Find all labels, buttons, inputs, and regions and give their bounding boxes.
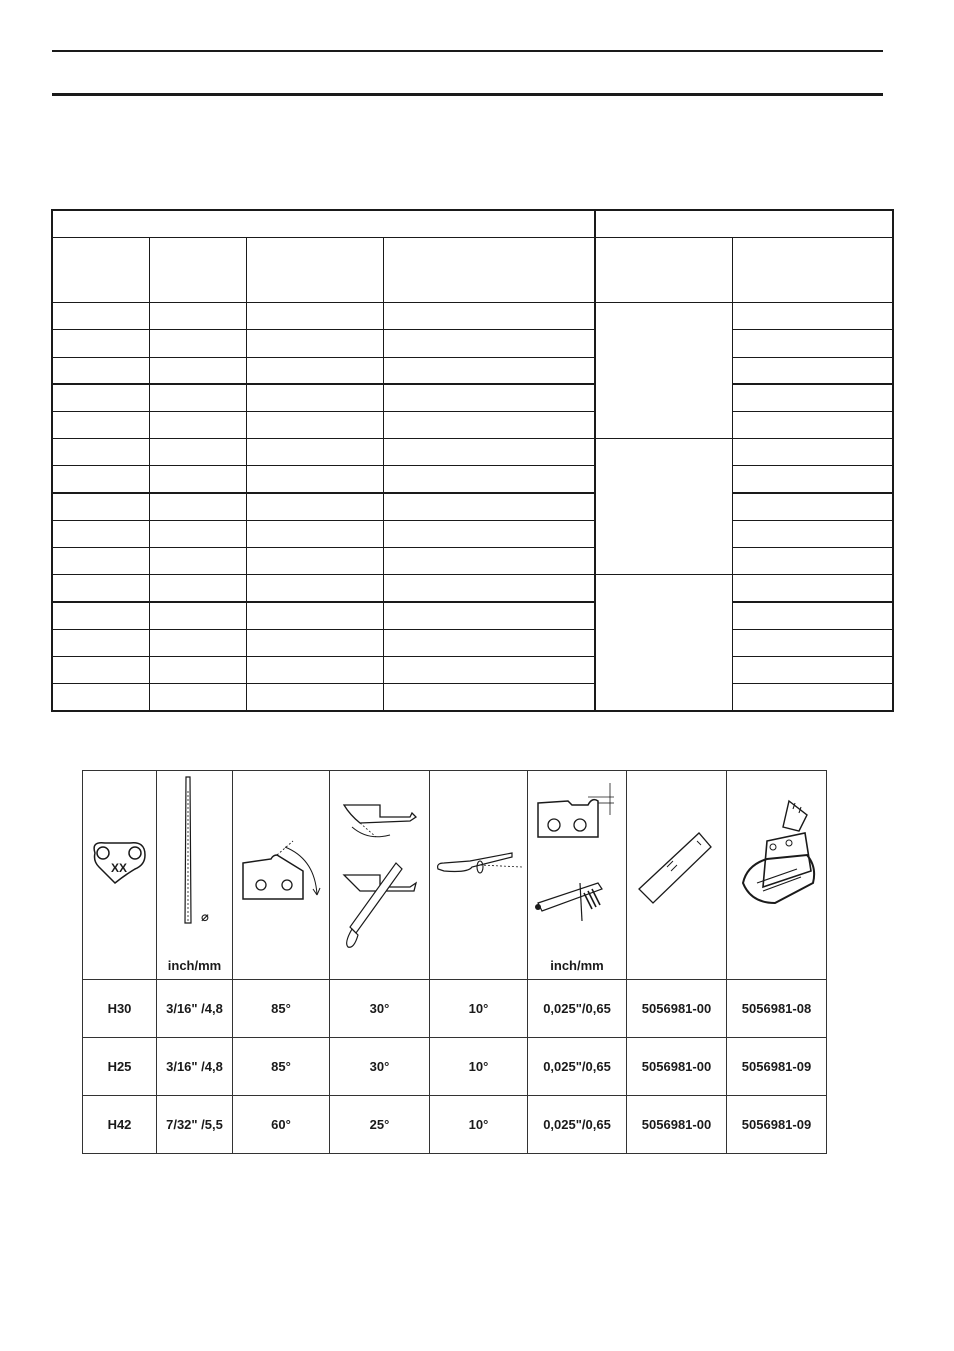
spec-column-header-row [52, 237, 893, 303]
table-row [52, 384, 893, 411]
chain-link-xx-icon [83, 771, 157, 980]
header-rule-bottom [52, 93, 883, 96]
tilt-angle-cell: 10° [430, 980, 528, 1038]
file-unit-label: inch/mm [167, 958, 222, 973]
file-guide-icon [727, 771, 827, 980]
file-guide-part-cell: 5056981-09 [727, 1096, 827, 1154]
depth-gauge-cell: 0,025"/0,65 [528, 980, 627, 1038]
round-file-icon [157, 771, 233, 980]
table-row [52, 575, 893, 602]
depth-unit-label: inch/mm [550, 958, 604, 973]
table-row [52, 548, 893, 575]
file-guide-part-cell: 5056981-08 [727, 980, 827, 1038]
top-plate-angle-cell: 85° [233, 980, 330, 1038]
table-row [52, 602, 893, 629]
spec-merged-cell-2 [595, 439, 732, 575]
depth-gauge-cell: 0,025"/0,65 [528, 1038, 627, 1096]
table-row [52, 357, 893, 384]
table-row [52, 493, 893, 520]
sharpening-table [82, 770, 827, 1154]
top-plate-angle-cell: 85° [233, 1038, 330, 1096]
table-row [52, 684, 893, 711]
holder-angle-cell: 25° [330, 1096, 430, 1154]
table-row [52, 303, 893, 330]
depth-gauge-cell: 0,025"/0,65 [528, 1096, 627, 1154]
table-row [52, 520, 893, 547]
chain-type-cell: H25 [83, 1038, 157, 1096]
tilt-angle-cell: 10° [430, 1038, 528, 1096]
spec-group-header-left [52, 210, 595, 237]
file-holder-angle-icon [330, 771, 430, 980]
depth-gauge-setting-icon [528, 771, 627, 980]
svg-text:⌀: ⌀ [201, 910, 209, 925]
header-rule-top [52, 50, 883, 52]
chain-type-cell: H30 [83, 980, 157, 1038]
holder-angle-cell: 30° [330, 1038, 430, 1096]
holder-angle-cell: 30° [330, 980, 430, 1038]
gauge-tool-part-cell: 5056981-00 [627, 1038, 727, 1096]
file-size-cell: 3/16" /4,8 [157, 1038, 233, 1096]
spec-merged-cell-1 [595, 303, 732, 439]
depth-gauge-tool-icon [627, 771, 727, 980]
file-size-cell: 3/16" /4,8 [157, 980, 233, 1038]
table-row [52, 330, 893, 357]
table-row [52, 656, 893, 683]
table-row [52, 629, 893, 656]
table-row [83, 980, 827, 1038]
bar-chain-spec-table [51, 209, 894, 712]
gauge-tool-part-cell: 5056981-00 [627, 1096, 727, 1154]
spec-group-header-right [595, 210, 893, 237]
icon-row [83, 771, 827, 980]
spec-merged-cell-3 [595, 575, 732, 711]
chain-type-cell: H42 [83, 1096, 157, 1154]
svg-text:XX: XX [110, 861, 127, 875]
table-row [52, 412, 893, 439]
table-row [83, 1038, 827, 1096]
gauge-tool-part-cell: 5056981-00 [627, 980, 727, 1038]
file-tilt-icon [430, 771, 528, 980]
top-plate-angle-cell: 60° [233, 1096, 330, 1154]
top-plate-angle-icon [233, 771, 330, 980]
tilt-angle-cell: 10° [430, 1096, 528, 1154]
file-guide-part-cell: 5056981-09 [727, 1038, 827, 1096]
table-row [83, 1096, 827, 1154]
file-size-cell: 7/32" /5,5 [157, 1096, 233, 1154]
table-row [52, 439, 893, 466]
spec-group-header-row [52, 210, 893, 237]
table-row [52, 466, 893, 493]
